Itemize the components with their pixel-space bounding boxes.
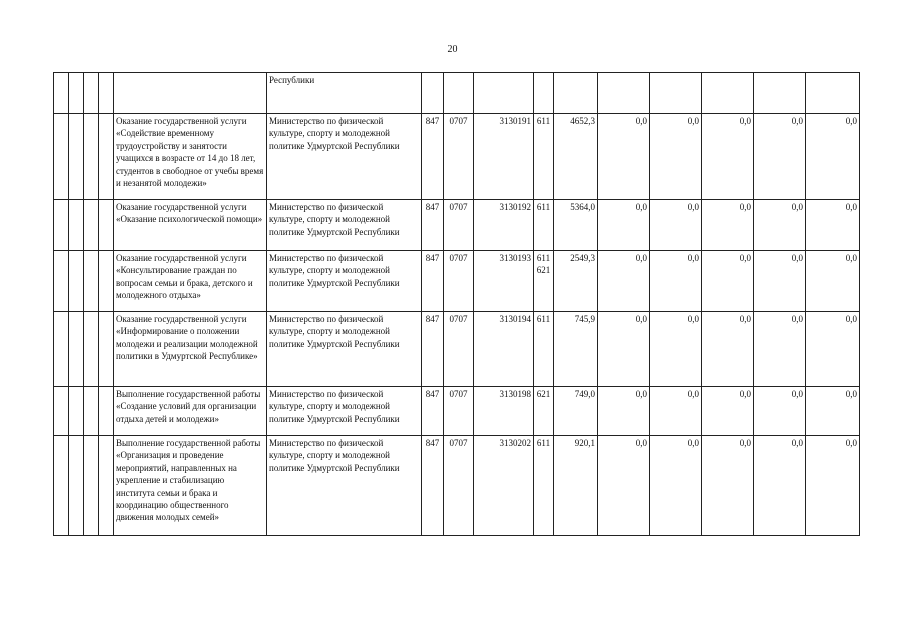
value-cell: 0,0 (806, 200, 860, 251)
code-cell-1 (54, 387, 69, 436)
table-row (54, 114, 860, 200)
ministry-cell: Министерство по физической культуре, спорту и молодежной политике Удмуртской Республики (267, 251, 422, 312)
ministry-cell: Министерство по физической культуре, спорту и молодежной политике Удмуртской Республики (267, 436, 422, 536)
vr-cell (534, 73, 554, 114)
code-cell-3 (84, 312, 99, 387)
name-cell: Выполнение государственной работы «Создание условий для организации отдыха детей и молодежи» (114, 387, 267, 436)
code-cell-3 (84, 251, 99, 312)
rz-cell: 0707 (444, 387, 474, 436)
name-cell: Оказание государственной услуги «Консультирование граждан по вопросам семьи и брака, детского и молодежного отдыха» (114, 251, 267, 312)
code-cell-2 (69, 114, 84, 200)
value-cell: 0,0 (650, 251, 702, 312)
value-cell (806, 73, 860, 114)
value-cell: 0,0 (598, 251, 650, 312)
cs-cell (474, 73, 534, 114)
value-cell: 0,0 (806, 436, 860, 536)
cs-cell: 3130198 (474, 387, 534, 436)
value-cell (702, 73, 754, 114)
vr-cell: 611 (534, 200, 554, 251)
table-row (54, 436, 860, 536)
cs-cell: 3130202 (474, 436, 534, 536)
table-row-continuation (54, 73, 860, 114)
code-cell-3 (84, 200, 99, 251)
amount-cell (554, 73, 598, 114)
table-row (54, 200, 860, 251)
cs-cell: 3130193 (474, 251, 534, 312)
cs-cell: 3130192 (474, 200, 534, 251)
amount-cell: 2549,3 (554, 251, 598, 312)
value-cell: 0,0 (598, 200, 650, 251)
code-cell-1 (54, 200, 69, 251)
code-cell-1 (54, 312, 69, 387)
gr-cell: 847 (422, 251, 444, 312)
value-cell (650, 73, 702, 114)
code-cell-4 (99, 114, 114, 200)
value-cell (598, 73, 650, 114)
code-cell-2 (69, 73, 84, 114)
name-cell: Оказание государственной услуги «Содействие временному трудоустройству и занятости учащихся в возрасте от 14 до 18 лет, студентов в свободное от учебы время и незанятой молодежи» (114, 114, 267, 200)
rz-cell: 0707 (444, 251, 474, 312)
code-cell-3 (84, 387, 99, 436)
ministry-cell: Республики (267, 73, 422, 114)
code-cell-4 (99, 251, 114, 312)
value-cell (754, 73, 806, 114)
value-cell: 0,0 (650, 200, 702, 251)
gr-cell: 847 (422, 387, 444, 436)
value-cell: 0,0 (754, 387, 806, 436)
value-cell: 0,0 (598, 312, 650, 387)
vr-cell: 611 (534, 436, 554, 536)
code-cell-4 (99, 200, 114, 251)
value-cell: 0,0 (650, 312, 702, 387)
name-cell: Оказание государственной услуги «Оказание психологической помощи» (114, 200, 267, 251)
value-cell: 0,0 (702, 114, 754, 200)
code-cell-4 (99, 312, 114, 387)
value-cell: 0,0 (754, 200, 806, 251)
code-cell-4 (99, 73, 114, 114)
amount-cell: 5364,0 (554, 200, 598, 251)
gr-cell: 847 (422, 114, 444, 200)
value-cell: 0,0 (754, 251, 806, 312)
gr-cell: 847 (422, 200, 444, 251)
value-cell: 0,0 (598, 387, 650, 436)
value-cell: 0,0 (806, 312, 860, 387)
rz-cell: 0707 (444, 436, 474, 536)
amount-cell: 745,9 (554, 312, 598, 387)
ministry-cell: Министерство по физической культуре, спорту и молодежной политике Удмуртской Республики (267, 200, 422, 251)
name-cell: Оказание государственной услуги «Информирование о положении молодежи и реализации молодежной политики в Удмуртской Республике» (114, 312, 267, 387)
name-cell (114, 73, 267, 114)
page-number: 20 (447, 44, 458, 55)
code-cell-2 (69, 436, 84, 536)
rz-cell: 0707 (444, 200, 474, 251)
value-cell: 0,0 (806, 387, 860, 436)
cs-cell: 3130191 (474, 114, 534, 200)
value-cell: 0,0 (598, 114, 650, 200)
value-cell: 0,0 (702, 251, 754, 312)
code-cell-3 (84, 436, 99, 536)
rz-cell: 0707 (444, 114, 474, 200)
rz-cell (444, 73, 474, 114)
ministry-cell: Министерство по физической культуре, спорту и молодежной политике Удмуртской Республики (267, 312, 422, 387)
code-cell-1 (54, 436, 69, 536)
value-cell: 0,0 (598, 436, 650, 536)
gr-cell: 847 (422, 436, 444, 536)
ministry-cell: Министерство по физической культуре, спорту и молодежной политике Удмуртской Республики (267, 114, 422, 200)
value-cell: 0,0 (650, 114, 702, 200)
code-cell-3 (84, 114, 99, 200)
name-cell: Выполнение государственной работы «Организация и проведение мероприятий, направленных на укрепление и стабилизацию института семьи и брака и координацию общественного движения молодых семей» (114, 436, 267, 536)
amount-cell: 749,0 (554, 387, 598, 436)
code-cell-2 (69, 251, 84, 312)
value-cell: 0,0 (702, 436, 754, 536)
value-cell: 0,0 (650, 436, 702, 536)
value-cell: 0,0 (806, 114, 860, 200)
code-cell-1 (54, 73, 69, 114)
code-cell-2 (69, 387, 84, 436)
code-cell-3 (84, 73, 99, 114)
value-cell: 0,0 (702, 200, 754, 251)
table-row (54, 312, 860, 387)
vr-cell: 611 621 (534, 251, 554, 312)
vr-cell: 621 (534, 387, 554, 436)
table-row (54, 387, 860, 436)
gr-cell (422, 73, 444, 114)
gr-cell: 847 (422, 312, 444, 387)
budget-table (53, 72, 860, 536)
vr-cell: 611 (534, 312, 554, 387)
code-cell-2 (69, 200, 84, 251)
value-cell: 0,0 (754, 436, 806, 536)
value-cell: 0,0 (806, 251, 860, 312)
value-cell: 0,0 (702, 312, 754, 387)
rz-cell: 0707 (444, 312, 474, 387)
code-cell-1 (54, 251, 69, 312)
table-row (54, 251, 860, 312)
code-cell-2 (69, 312, 84, 387)
vr-cell: 611 (534, 114, 554, 200)
ministry-cell: Министерство по физической культуре, спорту и молодежной политике Удмуртской Республики (267, 387, 422, 436)
value-cell: 0,0 (754, 312, 806, 387)
code-cell-4 (99, 436, 114, 536)
value-cell: 0,0 (650, 387, 702, 436)
cs-cell: 3130194 (474, 312, 534, 387)
amount-cell: 4652,3 (554, 114, 598, 200)
amount-cell: 920,1 (554, 436, 598, 536)
code-cell-1 (54, 114, 69, 200)
code-cell-4 (99, 387, 114, 436)
value-cell: 0,0 (754, 114, 806, 200)
value-cell: 0,0 (702, 387, 754, 436)
